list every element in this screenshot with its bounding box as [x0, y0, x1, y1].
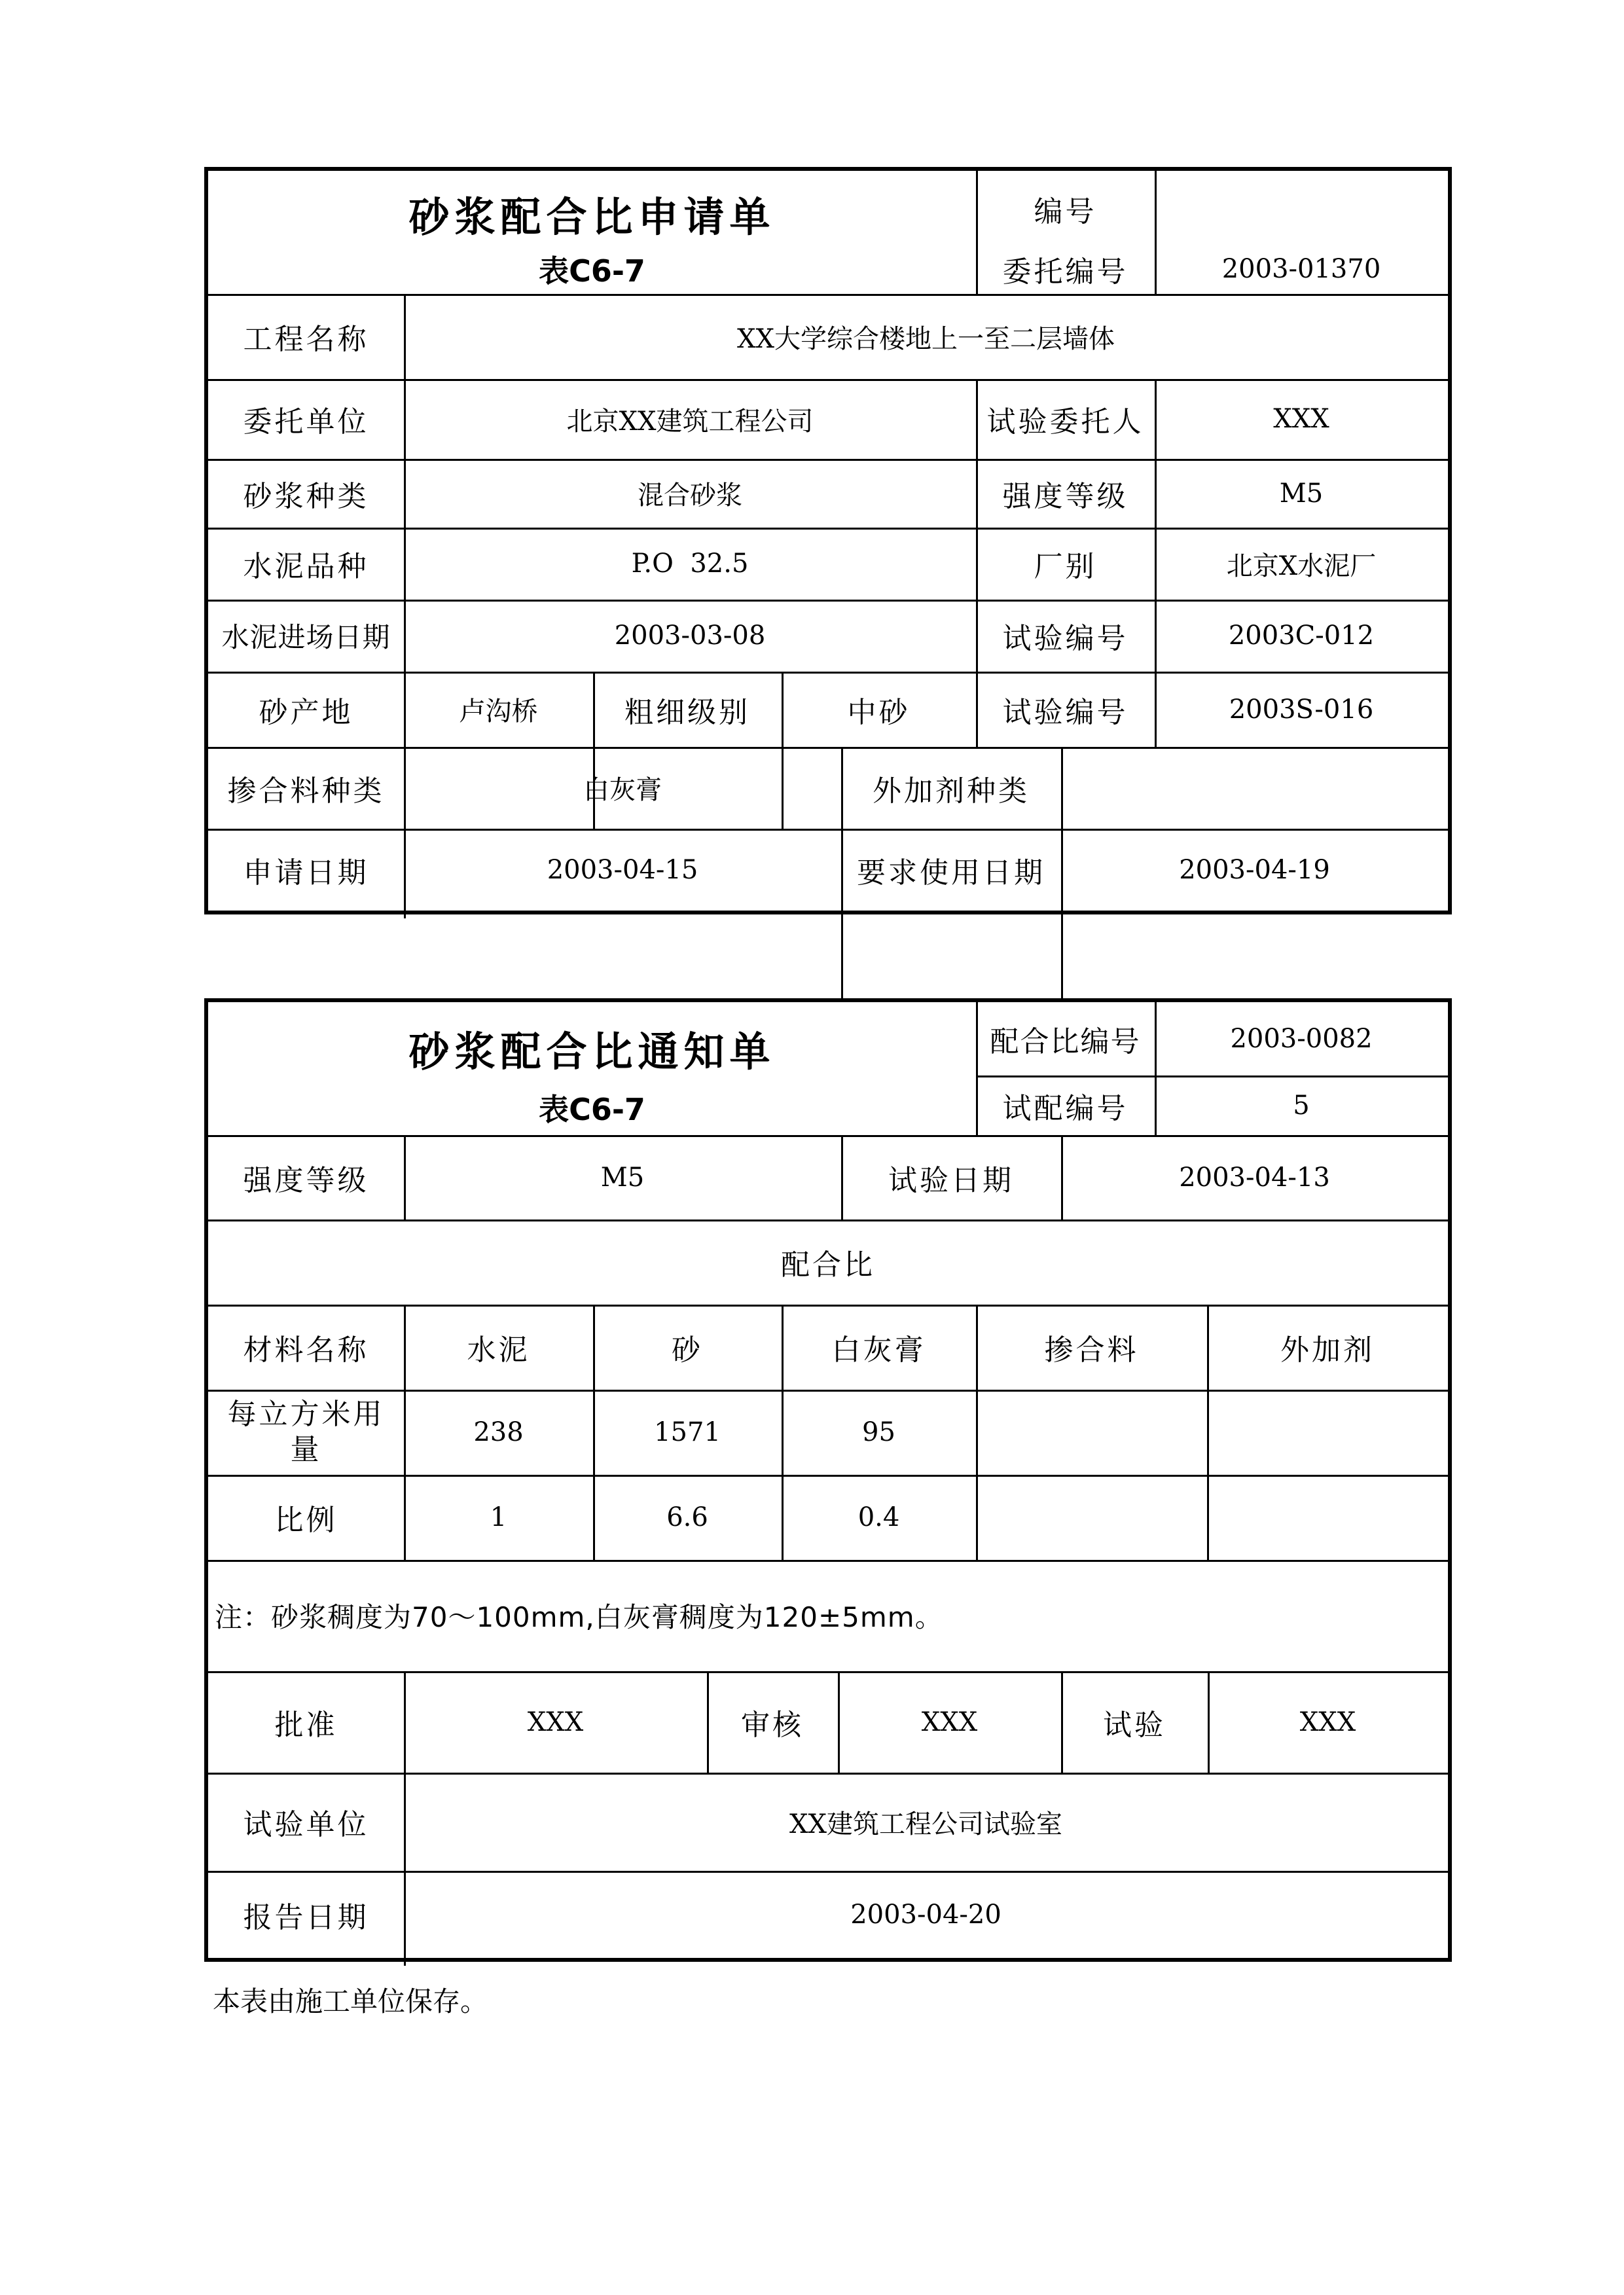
commission-no-value: 2003-01370 — [1221, 254, 1381, 284]
required-date-label: 要求使用日期 — [857, 856, 1045, 890]
mix-ratio-heading: 配合比 — [781, 1248, 875, 1282]
consistency-note: 注：砂浆稠度为70～100mm,白灰膏稠度为120±5mm。 — [215, 1601, 943, 1633]
fineness-label: 粗细级别 — [624, 695, 750, 729]
notice-strength-grade-value: M5 — [600, 1162, 645, 1193]
table-cell: 1 — [490, 1502, 507, 1532]
review-label: 审核 — [741, 1708, 804, 1742]
column-header: 白灰膏 — [831, 1333, 926, 1367]
table-cell: 238 — [473, 1417, 524, 1447]
test-date-label: 试验日期 — [888, 1163, 1014, 1197]
column-header: 外加剂 — [1280, 1333, 1375, 1367]
trial-no-value: 5 — [1293, 1090, 1310, 1121]
cement-test-no-value: 2003C-012 — [1228, 621, 1375, 651]
application-title: 砂浆配合比申请单 — [408, 192, 776, 241]
report-date-value: 2003-04-20 — [850, 1899, 1001, 1930]
mortar-type-value: 混合砂浆 — [638, 480, 742, 511]
apply-date-value: 2003-04-15 — [547, 854, 698, 885]
review-value: XXX — [921, 1707, 978, 1737]
ratio-label: 比例 — [274, 1504, 338, 1537]
per-m3-label: 每立方米用量 — [227, 1398, 385, 1466]
table-cell — [1207, 1475, 1448, 1560]
table-cell — [1207, 1390, 1448, 1475]
table-cell — [976, 1390, 1207, 1475]
lab-value: XX建筑工程公司试验室 — [789, 1809, 1062, 1839]
column-header: 掺合料 — [1044, 1333, 1139, 1367]
client-unit-value: 北京XX建筑工程公司 — [566, 406, 814, 437]
footer-note: 本表由施工单位保存。 — [213, 1985, 488, 2017]
additive-type-value — [1061, 747, 1448, 829]
mix-no-label: 配合比编号 — [990, 1025, 1141, 1058]
fineness-value: 中砂 — [847, 695, 911, 729]
notice-title: 砂浆配合比通知单 — [408, 1027, 776, 1075]
sand-test-no-label: 试验编号 — [1002, 695, 1128, 729]
test-client-value: XXX — [1273, 404, 1329, 434]
project-name-label: 工程名称 — [243, 323, 369, 356]
approve-label: 批准 — [274, 1708, 338, 1742]
admixture-material-value: 白灰膏 — [583, 775, 662, 805]
mortar-application-form — [204, 167, 1452, 914]
additive-type-label: 外加剂种类 — [873, 774, 1030, 808]
sand-origin-label: 砂产地 — [259, 695, 353, 729]
table-cell: 95 — [862, 1417, 895, 1447]
column-header: 砂 — [672, 1333, 703, 1367]
cement-test-no-label: 试验编号 — [1002, 622, 1128, 655]
required-date-value: 2003-04-19 — [1179, 854, 1330, 885]
apply-date-label: 申请日期 — [243, 856, 369, 890]
cement-entry-date-value: 2003-03-08 — [614, 621, 766, 651]
mortar-type-label: 砂浆种类 — [243, 479, 369, 513]
test-client-label: 试验委托人 — [986, 405, 1144, 439]
mix-no-value: 2003-0082 — [1230, 1024, 1373, 1054]
notice-form-no: 表C6-7 — [539, 1091, 645, 1127]
client-unit-label: 委托单位 — [243, 405, 369, 439]
report-date-label: 报告日期 — [243, 1900, 369, 1934]
table-cell: 1571 — [654, 1417, 721, 1447]
test-label: 试验 — [1103, 1708, 1166, 1742]
material-header: 材料名称 — [243, 1333, 369, 1367]
table-cell: 0.4 — [857, 1502, 900, 1532]
trial-no-label: 试配编号 — [1002, 1091, 1128, 1125]
cement-type-label: 水泥品种 — [243, 550, 369, 583]
admixture-material-label: 掺合料种类 — [227, 774, 385, 808]
number-value — [1155, 177, 1448, 240]
strength-grade-label: 强度等级 — [1002, 479, 1128, 513]
approve-value: XXX — [527, 1707, 584, 1737]
factory-value: 北京X水泥厂 — [1226, 551, 1377, 581]
commission-no-label: 委托编号 — [1002, 255, 1128, 289]
mortar-notice-form — [204, 998, 1452, 1962]
sand-origin-value: 卢沟桥 — [459, 696, 538, 727]
table-cell: 6.6 — [666, 1502, 708, 1532]
test-date-value: 2003-04-13 — [1179, 1162, 1330, 1193]
factory-label: 厂别 — [1034, 550, 1097, 583]
strength-grade-value: M5 — [1279, 478, 1324, 509]
application-form-no: 表C6-7 — [539, 253, 645, 289]
lab-label: 试验单位 — [243, 1808, 369, 1841]
column-header: 水泥 — [467, 1333, 530, 1367]
sand-test-no-value: 2003S-016 — [1229, 694, 1374, 725]
test-value: XXX — [1299, 1707, 1356, 1737]
table-cell — [976, 1475, 1207, 1560]
project-name-value: XX大学综合楼地上一至二层墙体 — [737, 323, 1115, 354]
cement-type-value: P.O 32.5 — [631, 549, 749, 579]
notice-strength-grade-label: 强度等级 — [243, 1163, 369, 1197]
number-label: 编号 — [1034, 194, 1097, 228]
cement-entry-date-label: 水泥进场日期 — [221, 621, 391, 653]
